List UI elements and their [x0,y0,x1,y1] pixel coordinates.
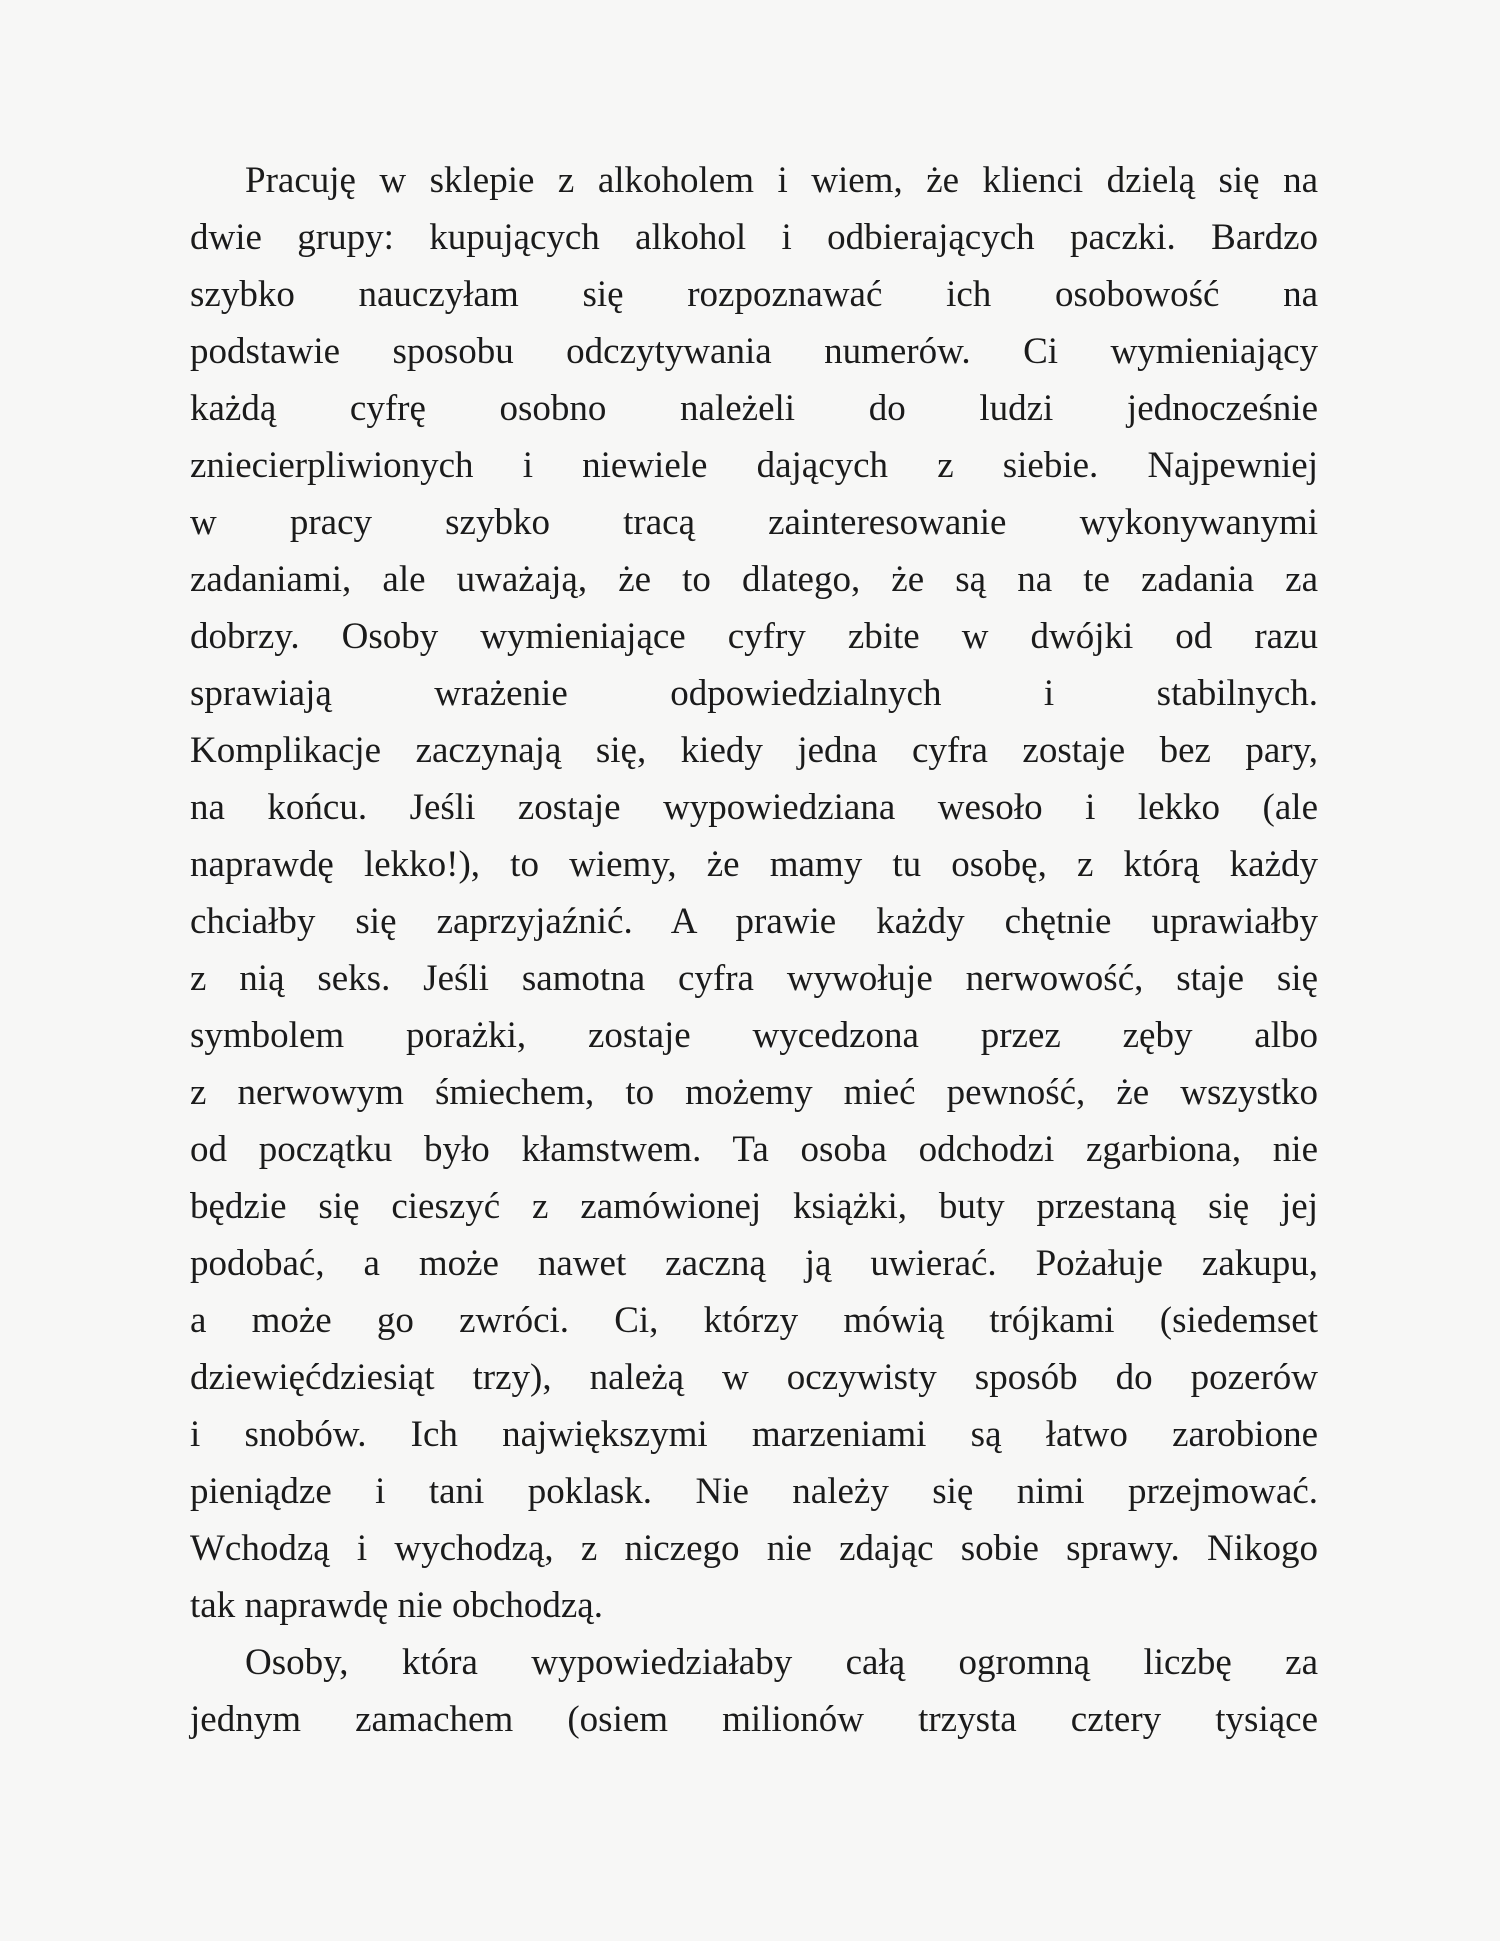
text-line-9: dobrzy. Osoby wymieniające cyfry zbite w dwójki od razu [190,616,1318,657]
text-line-4: podstawie sposobu odczytywania numerów. Ci wymieniający [190,331,1318,372]
text-line-22: dziewięćdziesiąt trzy), należą w oczywisty sposób do pozerów [190,1357,1318,1398]
text-block [190,152,1318,1748]
text-line-10: sprawiają wrażenie odpowiedzialnych i stabilnych. [190,673,1318,714]
text-line-8: zadaniami, ale uważają, że to dlatego, że są na te zadania za [190,559,1318,600]
text-line-27: Osoby, która wypowiedziałaby całą ogromną liczbę za [245,1642,1318,1683]
text-line-21: a może go zwróci. Ci, którzy mówią trójkami (siedemset [190,1300,1318,1341]
text-line-3: szybko nauczyłam się rozpoznawać ich osobowość na [190,274,1318,315]
text-line-5: każdą cyfrę osobno należeli do ludzi jednocześnie [190,388,1318,429]
text-line-2: dwie grupy: kupujących alkohol i odbierających paczki. Bardzo [190,217,1318,258]
text-line-24: pieniądze i tani poklask. Nie należy się nimi przejmować. [190,1471,1318,1512]
text-line-26: tak naprawdę nie obchodzą. [190,1585,603,1626]
text-line-20: podobać, a może nawet zaczną ją uwierać. Pożałuje zakupu, [190,1243,1318,1284]
text-line-16: symbolem porażki, zostaje wycedzona przez zęby albo [190,1015,1318,1056]
text-line-7: w pracy szybko tracą zainteresowanie wykonywanymi [190,502,1318,543]
text-line-18: od początku było kłamstwem. Ta osoba odchodzi zgarbiona, nie [190,1129,1318,1170]
text-line-14: chciałby się zaprzyjaźnić. A prawie każdy chętnie uprawiałby [190,901,1318,942]
text-line-6: zniecierpliwionych i niewiele dających z siebie. Najpewniej [190,445,1318,486]
text-line-19: będzie się cieszyć z zamówionej książki, buty przestaną się jej [190,1186,1318,1227]
text-line-17: z nerwowym śmiechem, to możemy mieć pewność, że wszystko [190,1072,1318,1113]
text-line-1: Pracuję w sklepie z alkoholem i wiem, że klienci dzielą się na [245,160,1318,201]
text-line-28: jednym zamachem (osiem milionów trzysta cztery tysiące [190,1699,1318,1740]
text-line-12: na końcu. Jeśli zostaje wypowiedziana wesoło i lekko (ale [190,787,1318,828]
text-line-23: i snobów. Ich największymi marzeniami są łatwo zarobione [190,1414,1318,1455]
text-line-13: naprawdę lekko!), to wiemy, że mamy tu osobę, z którą każdy [190,844,1318,885]
text-line-11: Komplikacje zaczynają się, kiedy jedna cyfra zostaje bez pary, [190,730,1318,771]
text-line-15: z nią seks. Jeśli samotna cyfra wywołuje nerwowość, staje się [190,958,1318,999]
text-line-25: Wchodzą i wychodzą, z niczego nie zdając sobie sprawy. Nikogo [190,1528,1318,1569]
